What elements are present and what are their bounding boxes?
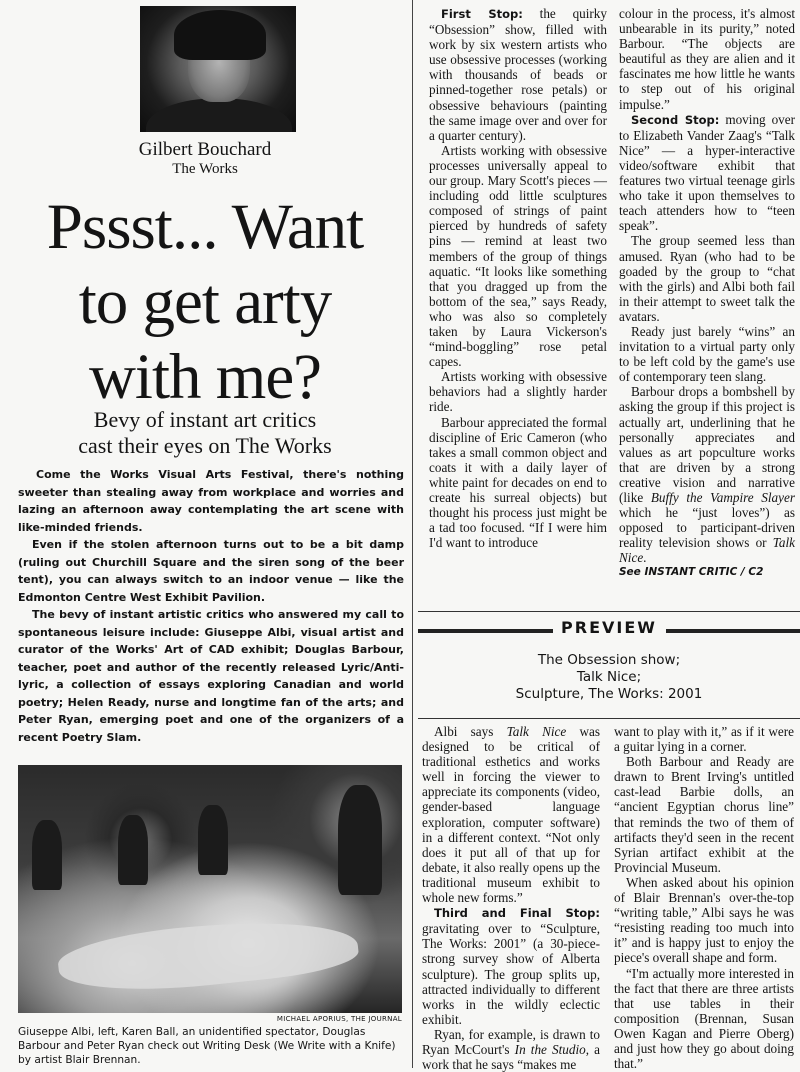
- section-label: Third and Final Stop:: [434, 906, 600, 921]
- subhead-line: cast their eyes on The Works: [78, 433, 332, 458]
- photo-credit: MICHAEL APORIUS, THE JOURNAL: [276, 1015, 402, 1023]
- italic-title: Talk Nice: [506, 724, 567, 739]
- author-name: Gilbert Bouchard: [138, 139, 272, 160]
- preview-list: [418, 652, 800, 703]
- paragraph: Barbour appreciated the formal discipline of Eric Cameron (who takes a small common object and coats it with a daily layer of white paint for decades on end to create his surreal objects) but thought his process just might be a tad too focused. “If I were him I'd want to introduce: [429, 414, 607, 551]
- headline-line: with me?: [88, 341, 322, 413]
- lead-paragraph: The bevy of instant artistic critics who answered my call to spontaneous leisure include: Giuseppe Albi, visual artist and curator of the Works' Art of CAD exhibit; Douglas Barbour, teacher, poet and author of the recently released Lyric/Anti-lyric, a collection of essays exploring Canadian and world poetry; Helen Ready, nurse and longtime fan of the arts; and Peter Ryan, emerging poet and one of the organizers of a recent Poetry Slam.: [18, 608, 404, 744]
- paragraph: Both Barbour and Ready are drawn to Brent Irving's untitled cast-lead Barbie dolls, an “ancient Egyptian chorus line” that reminds the two of them of artifacts they'd seen in the recent Syrian artifact exhibit at the Provincial Museum.: [614, 754, 794, 875]
- paragraph-text: .: [643, 550, 647, 566]
- italic-title: In the Studio: [514, 1041, 586, 1057]
- preview-item: Sculpture, The Works: 2001: [515, 686, 703, 702]
- article-column-1: [429, 6, 607, 550]
- paragraph: colour in the process, it's almost unbearable in its purity,” noted Barbour. “The objects are beautiful as they are alien and it fascinates me how little he wants to step out of his original impulse.”: [619, 6, 795, 112]
- paragraph: When asked about his opinion of Blair Brennan's over-the-top “writing table,” Albi says he was “resisting reading too much into it” and is happy just to enjoy the piece's overall shape and form.: [614, 874, 794, 966]
- italic-title: Buffy the Vampire Slayer: [650, 490, 795, 505]
- preview-label: PREVIEW: [561, 618, 657, 637]
- article-column-4: [614, 724, 794, 1071]
- author-org: The Works: [172, 161, 238, 177]
- preview-rule-top: [418, 611, 800, 612]
- gallery-photo: [18, 765, 402, 1013]
- headline: [0, 190, 410, 415]
- paragraph-text: moving over to Elizabeth Vander Zaag's “Talk Nice” — a hyper-interactive video/software exhibit that features two virtual teenage girls who take it upon themselves to teach attenders how to “teen speak”.: [619, 111, 796, 234]
- section-label: First Stop:: [441, 7, 523, 21]
- paragraph: The group seemed less than amused. Ryan (who had to be goaded by the group to “chat with the girls) and Albi both fail in their attempt to sweet talk the avatars.: [619, 233, 795, 324]
- headline-line: to get arty: [78, 266, 332, 338]
- paragraph-text: Ryan, for example, is drawn to Ryan McCourt's: [422, 1026, 600, 1057]
- paragraph-text: the quirky “Obsession” show, filled with work by six western artists who use obsessive processes (working with thousands of beads or pinned-together rose petals) or obsessive behaviours (painting the same image over and over for a quarter century).: [429, 6, 607, 143]
- paragraph-text: , a work that he says “makes me: [422, 1041, 600, 1072]
- lead-paragraph: Come the Works Visual Arts Festival, there's nothing sweeter than stealing away from workplace and worries and lazing an afternoon away contemplating the art scene with like-minded friends.: [18, 468, 404, 534]
- subheadline: [0, 407, 410, 459]
- paragraph-text: was designed to be critical of traditional esthetics and works well in forcing the viewer to appreciate its components (video, gender-based language exploration, computer software) in a different context. “Not only does it put all of that up for debate, it also really opens up the traditional museum exhibit to whole new forms.”: [422, 724, 601, 906]
- preview-item: The Obsession show;: [537, 652, 681, 668]
- section-label: Second Stop:: [631, 112, 720, 127]
- article-column-2: [619, 6, 795, 581]
- jump-line[interactable]: See INSTANT CRITIC / C2: [619, 566, 764, 579]
- paragraph: want to play with it,” as if it were a guitar lying in a corner.: [614, 724, 794, 755]
- author-photo: [140, 6, 296, 132]
- preview-item: Talk Nice;: [576, 669, 642, 685]
- lead-paragraph: Even if the stolen afternoon turns out to be a bit damp (ruling out Churchill Square and the siren song of the beer tent), you can always switch to an indoor venue — like the Edmonton Centre West Exhibit Pavilion.: [18, 538, 404, 604]
- paragraph: Ready just barely “wins” an invitation to a virtual party only to be left cold by the game's use of contemporary teen slang.: [619, 323, 795, 385]
- lead-text: [18, 466, 404, 746]
- preview-rule-bottom: [418, 718, 800, 719]
- headline-line: Pssst... Want: [46, 191, 364, 263]
- paragraph: “I'm actually more interested in the fact that there are three artists that use tables in their composition (Brennan, Susan Owen Kagan and Pierre Oberg) and just how they go about doing that.”: [614, 965, 794, 1072]
- subhead-line: Bevy of instant art critics: [93, 407, 317, 432]
- paragraph: Artists working with obsessive processes universally appeal to our group. Mary Scott's pieces — including odd little sculptures composed of strings of paint pierced by hundreds of safety pins — remind at least two members of the group of things aquatic. “It looks like something that you dragged up from the bottom of the sea,” says Ready, who was also so completely taken by Laura Vickerson's “mind-boggling” rose petal capes.: [429, 142, 607, 370]
- paragraph-text: gravitating over to “Sculpture, The Works: 2001” (a 30-piece-strong survey show of Alberta sculpture). The group splits up, attracted individually to different works in the wildly eclectic exhibit.: [422, 921, 600, 1027]
- paragraph-text: Albi says: [434, 724, 507, 739]
- paragraph-text: which he “just loves”) as opposed to participant-driven reality television shows or: [619, 505, 795, 551]
- article-column-3: [422, 724, 600, 1072]
- column-rule: [412, 0, 413, 1068]
- paragraph-text: Barbour drops a bombshell by asking the group if this project is actually art, underlining that he personally appreciates and values as art popculture works that are driven by a strong creative vision and narrative (like: [619, 384, 795, 505]
- paragraph: Artists working with obsessive behaviors had a slightly harder ride.: [429, 369, 607, 415]
- italic-title: Talk Nice: [619, 535, 795, 566]
- photo-caption: Giuseppe Albi, left, Karen Ball, an unidentified spectator, Douglas Barbour and Peter Ryan check out Writing Desk (We Write with a Knife) by artist Blair Brennan.: [18, 1026, 396, 1066]
